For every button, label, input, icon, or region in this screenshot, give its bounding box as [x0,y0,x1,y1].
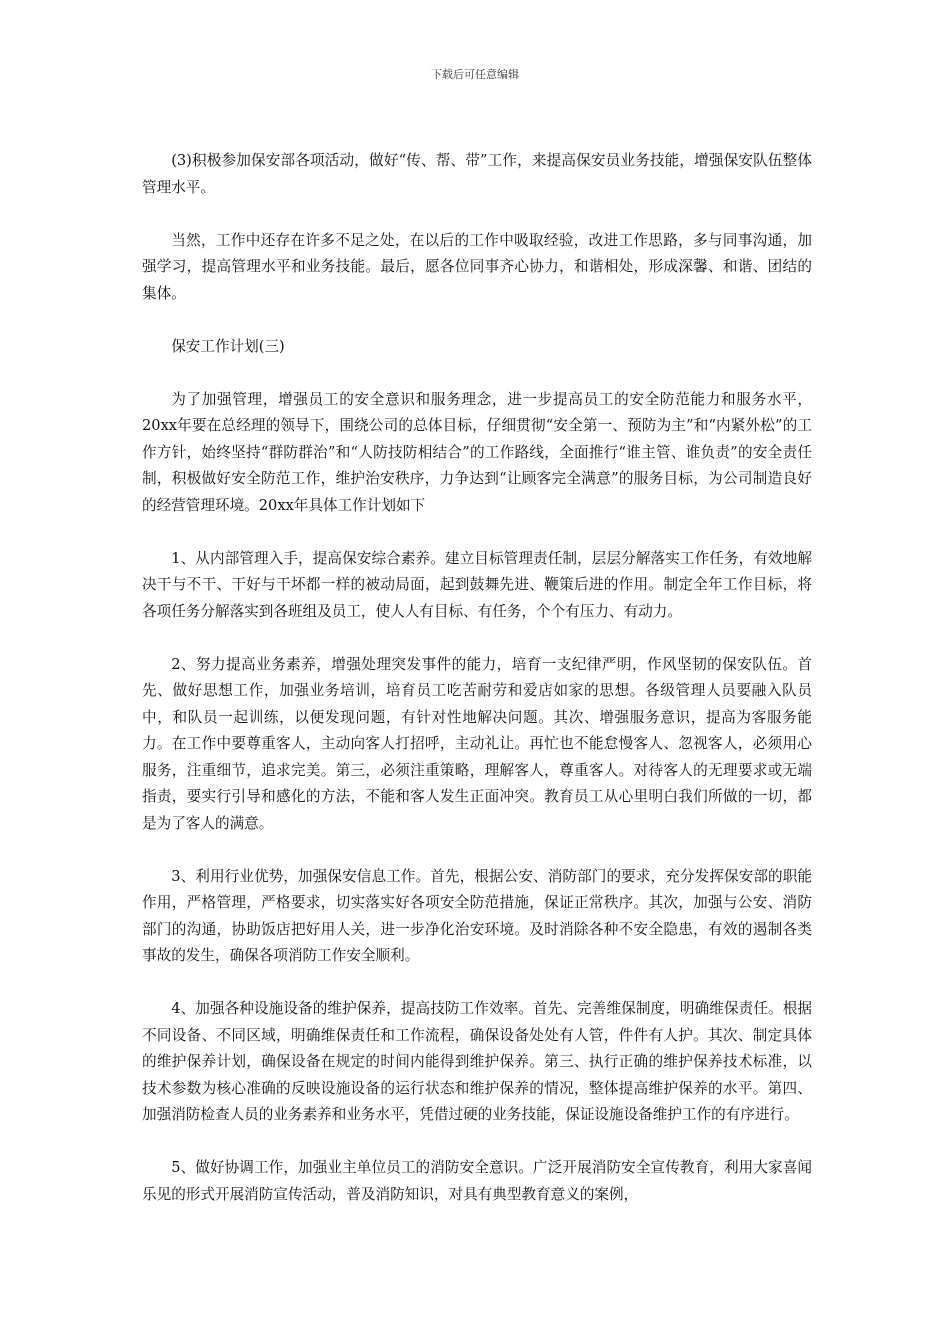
paragraph-plan-4: 4、加强各种设施设备的维护保养，提高技防工作效率。首先、完善维保制度，明确维保责任。根据不同设备、不同区域，明确维保责任和工作流程，确保设备处处有人管，件件有人护。其次、制定具体的维护保养计划，确保设备在规定的时间内能得到维护保养。第三、执行正确的维护保养技术标准，以技术参数为核心准确的反映设施设备的运行状态和维护保养的情况，整体提高维护保养的水平。第四、加强消防检查人员的业务素养和业务水平，凭借过硬的业务技能，保证设施设备维护工作的有序进行。 [142,1000,812,1123]
section-heading: 保安工作计划(三) [171,337,285,355]
paragraph-plan-2: 2、努力提高业务素养，增强处理突发事件的能力，培育一支纪律严明，作风坚韧的保安队伍。首先、做好思想工作，加强业务培训，培育员工吃苦耐劳和爱店如家的思想。各级管理人员要融入队员中，和队员一起训练，以便发现问题，有针对性地解决问题。其次、增强服务意识，提高为客服务能力。在工作中要尊重客人，主动向客人打招呼，主动礼让。再忙也不能怠慢客人、忽视客人，必须用心服务，注重细节，追求完美。第三，必须注重策略，理解客人，尊重客人。对待客人的无理要求或无端指责，要实行引导和感化的方法，不能和客人发生正面冲突。教育员工从心里明白我们所做的一切，都是为了客人的满意。 [142,655,812,832]
paragraph-plan-5: 5、做好协调工作，加强业主单位员工的消防安全意识。广泛开展消防安全宣传教育，利用大家喜闻乐见的形式开展消防宣传活动，普及消防知识，对具有典型教育意义的案例， [142,1159,812,1203]
document-body [142,148,812,1235]
paragraph-plan-3: 3、利用行业优势，加强保安信息工作。首先，根据公安、消防部门的要求，充分发挥保安部的职能作用，严格管理，严格要求，切实落实好各项安全防范措施，保证正常秩序。其次，加强与公安、消防部门的沟通，协助饭店把好用人关，进一步净化治安环境。及时消除各种不安全隐患，有效的遏制各类事故的发生，确保各项消防工作安全顺利。 [142,867,812,964]
paragraph-intro: 为了加强管理，增强员工的安全意识和服务理念，进一步提高员工的安全防范能力和服务水平，20xx年要在总经理的领导下，围绕公司的总体目标，仔细贯彻“安全第一、预防为主”和“内紧外松”的工作方针，始终坚持“群防群治”和“人防技防相结合”的工作路线，全面推行“谁主管、谁负责”的安全责任制，积极做好安全防范工作，维护治安秩序，力争达到“让顾客完全满意”的服务目标，为公司制造良好的经营管理环境。20xx年具体工作计划如下 [142,390,812,514]
page-header: 下载后可任意编辑 [431,68,519,81]
paragraph-summary: 当然，工作中还存在许多不足之处，在以后的工作中吸取经验，改进工作思路，多与同事沟通，加强学习，提高管理水平和业务技能。最后，愿各位同事齐心协力，和谐相处，形成深馨、和谐、团结的集体。 [142,231,812,302]
paragraph-item-3: (3)积极参加保安部各项活动，做好“传、帮、带”工作，来提高保安员业务技能，增强保安队伍整体管理水平。 [142,152,812,196]
paragraph-plan-1: 1、从内部管理入手，提高保安综合素养。建立目标管理责任制，层层分解落实工作任务，有效地解决干与不干、干好与干坏都一样的被动局面，起到鼓舞先进、鞭策后进的作用。制定全年工作目标，将各项任务分解落实到各班组及员工，使人人有目标、有任务，个个有压力、有动力。 [142,549,812,620]
